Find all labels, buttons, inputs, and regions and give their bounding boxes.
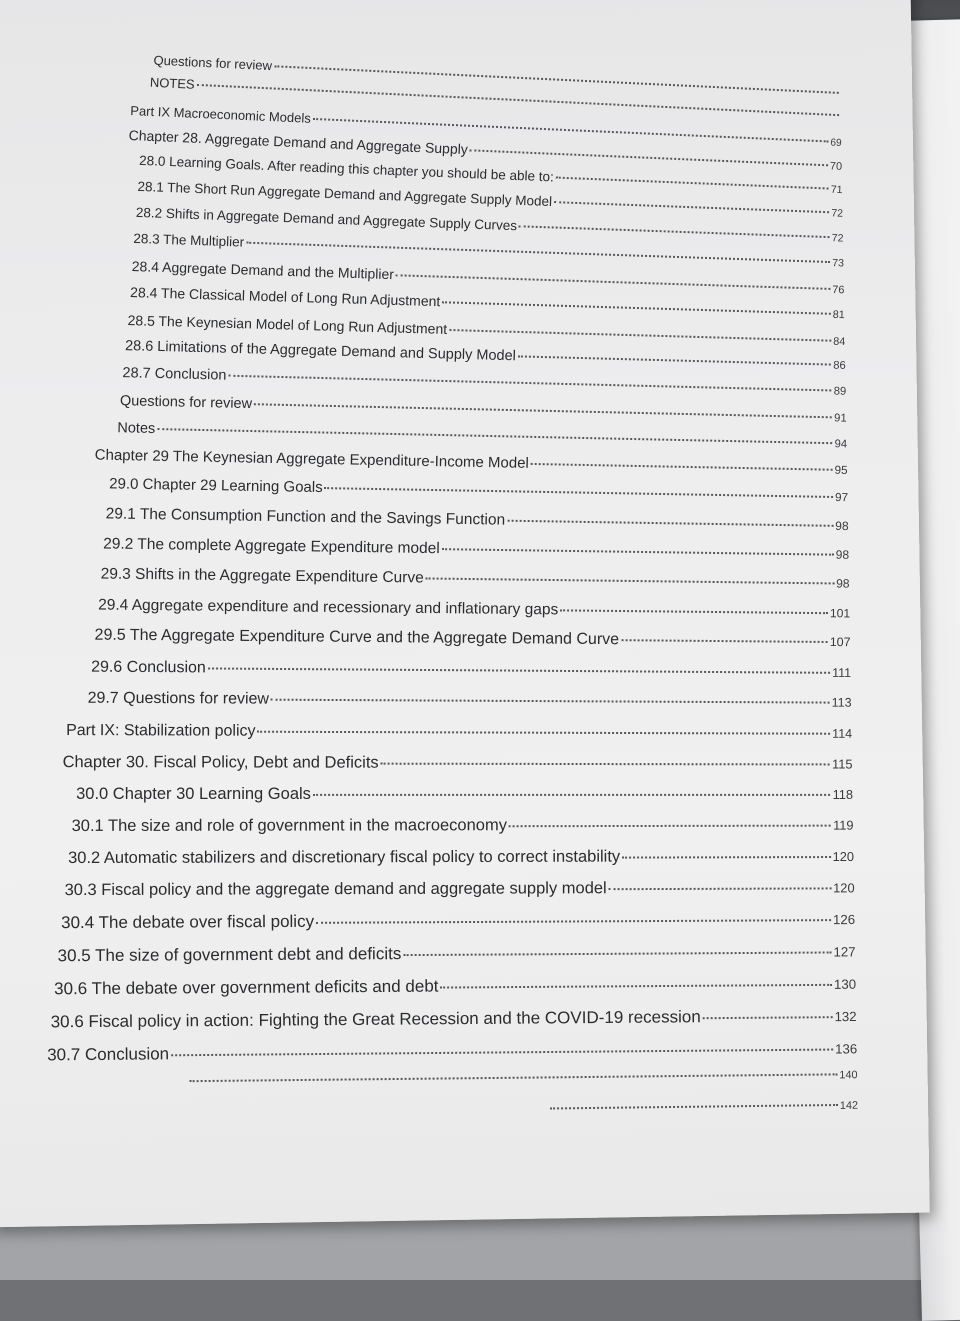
toc-entry-title: 28.5 The Keynesian Model of Long Run Adjustment [127, 312, 448, 337]
toc-entry-title: 29.2 The complete Aggregate Expenditure model [103, 535, 440, 558]
toc-entry-title: 30.6 The debate over government deficits and debt [54, 976, 439, 999]
toc-entry-title: 30.6 Fiscal policy in action: Fighting the Great Recession and the COVID-19 recession [50, 1007, 701, 1032]
toc-entry-page-number: 127 [833, 944, 856, 960]
toc-entry [98, 597, 850, 623]
dot-leader [426, 577, 834, 584]
toc-entry [66, 722, 852, 743]
dot-leader [258, 731, 831, 735]
dot-leader [621, 639, 828, 643]
toc-entry [58, 941, 856, 966]
toc-entry [72, 816, 854, 836]
toc-entry-page-number: 113 [831, 695, 852, 710]
toc-entry-page-number: 136 [834, 1041, 858, 1057]
toc-entry [65, 878, 855, 900]
toc-entry-title: Questions for review [153, 52, 273, 74]
toc-entry-page-number: 70 [829, 160, 843, 173]
dot-leader [449, 329, 831, 342]
toc-entry-title: Notes [117, 420, 156, 437]
toc-entry-page-number: 98 [835, 547, 850, 562]
dot-leader [313, 794, 831, 796]
toc-entry-page-number: 126 [832, 911, 856, 928]
toc-entry-title: 28.0 Learning Goals. After reading this chapter you should be able to: [138, 152, 555, 185]
toc-entry-page-number: 111 [832, 665, 852, 680]
toc-entry-page-number: 120 [832, 848, 855, 865]
dot-leader [157, 428, 832, 444]
toc-entry [76, 785, 853, 804]
toc-entry-page-number: 98 [836, 576, 850, 591]
toc-entry [103, 535, 849, 563]
toc-entry [47, 1038, 857, 1065]
dot-leader [609, 887, 831, 890]
dot-leader [560, 609, 828, 614]
toc-entry-page-number: 114 [832, 726, 853, 741]
toc-entry-page-number: 140 [839, 1069, 858, 1082]
dot-leader [703, 1016, 833, 1019]
toc-entry [188, 1069, 858, 1088]
dot-leader [518, 355, 831, 365]
toc-entry-page-number: 73 [832, 257, 845, 270]
toc-entry-page-number: 142 [839, 1099, 859, 1112]
toc-entry-title: 28.7 Conclusion [122, 365, 227, 384]
dot-leader [556, 177, 829, 190]
toc-entry-title: 30.1 The size and role of government in the macroeconomy [71, 816, 507, 835]
toc-entry [109, 475, 848, 505]
toc-entry-page-number: 71 [830, 183, 843, 197]
toc-entry-title: 28.1 The Short Run Aggregate Demand and Aggregate Supply Model [137, 178, 553, 210]
toc-entry-page-number: 72 [831, 232, 844, 245]
dot-leader [228, 375, 831, 392]
dot-leader [254, 403, 832, 418]
toc-entry-page-number: 118 [832, 786, 854, 802]
toc-entry-page-number: 130 [833, 976, 857, 992]
dot-leader [519, 225, 830, 238]
toc-entry [101, 565, 850, 592]
toc-entry [88, 690, 852, 712]
dot-leader [208, 667, 830, 673]
toc-entry [95, 627, 851, 652]
dot-leader [325, 487, 833, 498]
toc-entry-page-number: 98 [835, 518, 849, 534]
toc-entry-title: Questions for review [119, 393, 253, 413]
toc-entry-title: 29.5 The Aggregate Expenditure Curve and the Aggregate Demand Curve [94, 626, 620, 649]
toc-entry-title: 30.5 The size of government debt and deficits [57, 944, 402, 966]
toc-entry-title: 29.0 Chapter 29 Learning Goals [109, 475, 323, 497]
toc-entry-page-number: 95 [834, 463, 848, 478]
toc-entry [122, 365, 846, 399]
toc-entry-page-number: 86 [833, 359, 846, 372]
toc-entry [106, 505, 849, 535]
dot-leader [509, 825, 831, 828]
toc-entry-page-number: 132 [834, 1008, 857, 1025]
toc-entry-title: 29.4 Aggregate expenditure and recessionary and inflationary gaps [98, 596, 559, 619]
toc-entry-title: Chapter 28. Aggregate Demand and Aggregate Supply [128, 126, 469, 158]
toc-entry-title: 30.0 Chapter 30 Learning Goals [76, 784, 311, 803]
toc-entry-page-number: 89 [833, 385, 847, 398]
toc-entry-title: 30.4 The debate over fiscal policy [61, 911, 315, 933]
toc-entry-page-number: 94 [834, 438, 848, 451]
dot-leader [316, 919, 831, 924]
dot-leader [550, 1104, 838, 1110]
toc-entry-page-number: 81 [832, 308, 846, 322]
toc-entry-title: 29.1 The Consumption Function and the Savings Function [105, 505, 506, 529]
dot-leader [440, 984, 832, 989]
toc-entry [51, 1006, 857, 1032]
dot-leader [554, 201, 829, 213]
toc-entry-title: 29.7 Questions for review [87, 689, 270, 708]
dot-leader [190, 1073, 838, 1082]
toc-entry-page-number: 69 [830, 137, 842, 150]
dot-leader [470, 149, 828, 166]
toc-entry-title: Chapter 29 The Keynesian Aggregate Expenditure-Income Model [94, 446, 530, 472]
toc-entry [63, 753, 853, 773]
toc-entry-title: 29.3 Shifts in the Aggregate Expenditure Curve [100, 565, 424, 587]
toc-entry-title: 30.2 Automatic stabilizers and discretionary fiscal policy to correct instability [68, 847, 621, 868]
toc-entry-page-number: 91 [833, 412, 847, 425]
toc-entry-title: 28.4 The Classical Model of Long Run Adjustment [129, 283, 441, 310]
toc-entry [95, 447, 848, 478]
toc-entry-title: Chapter 30. Fiscal Policy, Debt and Deficits [62, 753, 379, 772]
dot-leader [442, 548, 834, 555]
toc-entry-title: 30.3 Fiscal policy and the aggregate demand and aggregate supply model [64, 879, 607, 900]
toc-entry-page-number: 107 [829, 635, 851, 650]
toc-entry [91, 659, 851, 682]
dot-leader [271, 699, 830, 704]
toc-entry-page-number: 76 [832, 283, 845, 297]
toc-entry-page-number: 119 [833, 817, 854, 833]
toc-entry [117, 420, 847, 451]
toc-entry-title: NOTES [149, 74, 196, 92]
toc-entry [120, 393, 847, 425]
toc-entry-title: 28.4 Aggregate Demand and the Multiplier [131, 257, 395, 283]
dot-leader [403, 951, 831, 956]
toc-entry-title: 29.6 Conclusion [91, 658, 206, 677]
toc-entry-title: 28.2 Shifts in Aggregate Demand and Aggregate Supply Curves [135, 204, 518, 234]
toc-entry [548, 1100, 858, 1116]
toc-entry-page-number: 115 [832, 756, 853, 772]
toc-entry [54, 974, 856, 1000]
toc-entry [61, 909, 855, 933]
toc-entry-page-number: 101 [829, 606, 851, 621]
toc-entry-title: Part IX: Stabilization policy [66, 722, 256, 740]
toc-entry-page-number: 72 [831, 207, 844, 220]
toc-entry-page-number: 97 [834, 491, 849, 505]
toc-entry-page-number: 84 [833, 335, 846, 349]
dot-leader [622, 856, 830, 859]
dot-leader [171, 1049, 833, 1057]
dot-leader [381, 763, 830, 766]
dot-leader [442, 301, 830, 315]
toc-entry-title: Part IX Macroeconomic Models [130, 102, 312, 126]
dot-leader [246, 242, 830, 263]
dot-leader [531, 463, 833, 471]
toc-entry-title: 28.6 Limitations of the Aggregate Demand and Supply Model [124, 338, 517, 365]
toc-entry [68, 847, 854, 868]
toc-entry-title: 28.3 The Multiplier [133, 230, 245, 250]
toc-entry-page-number: 120 [833, 880, 855, 896]
dot-leader [507, 520, 833, 527]
dot-leader [396, 274, 830, 290]
toc-entry-title: 30.7 Conclusion [47, 1044, 170, 1065]
